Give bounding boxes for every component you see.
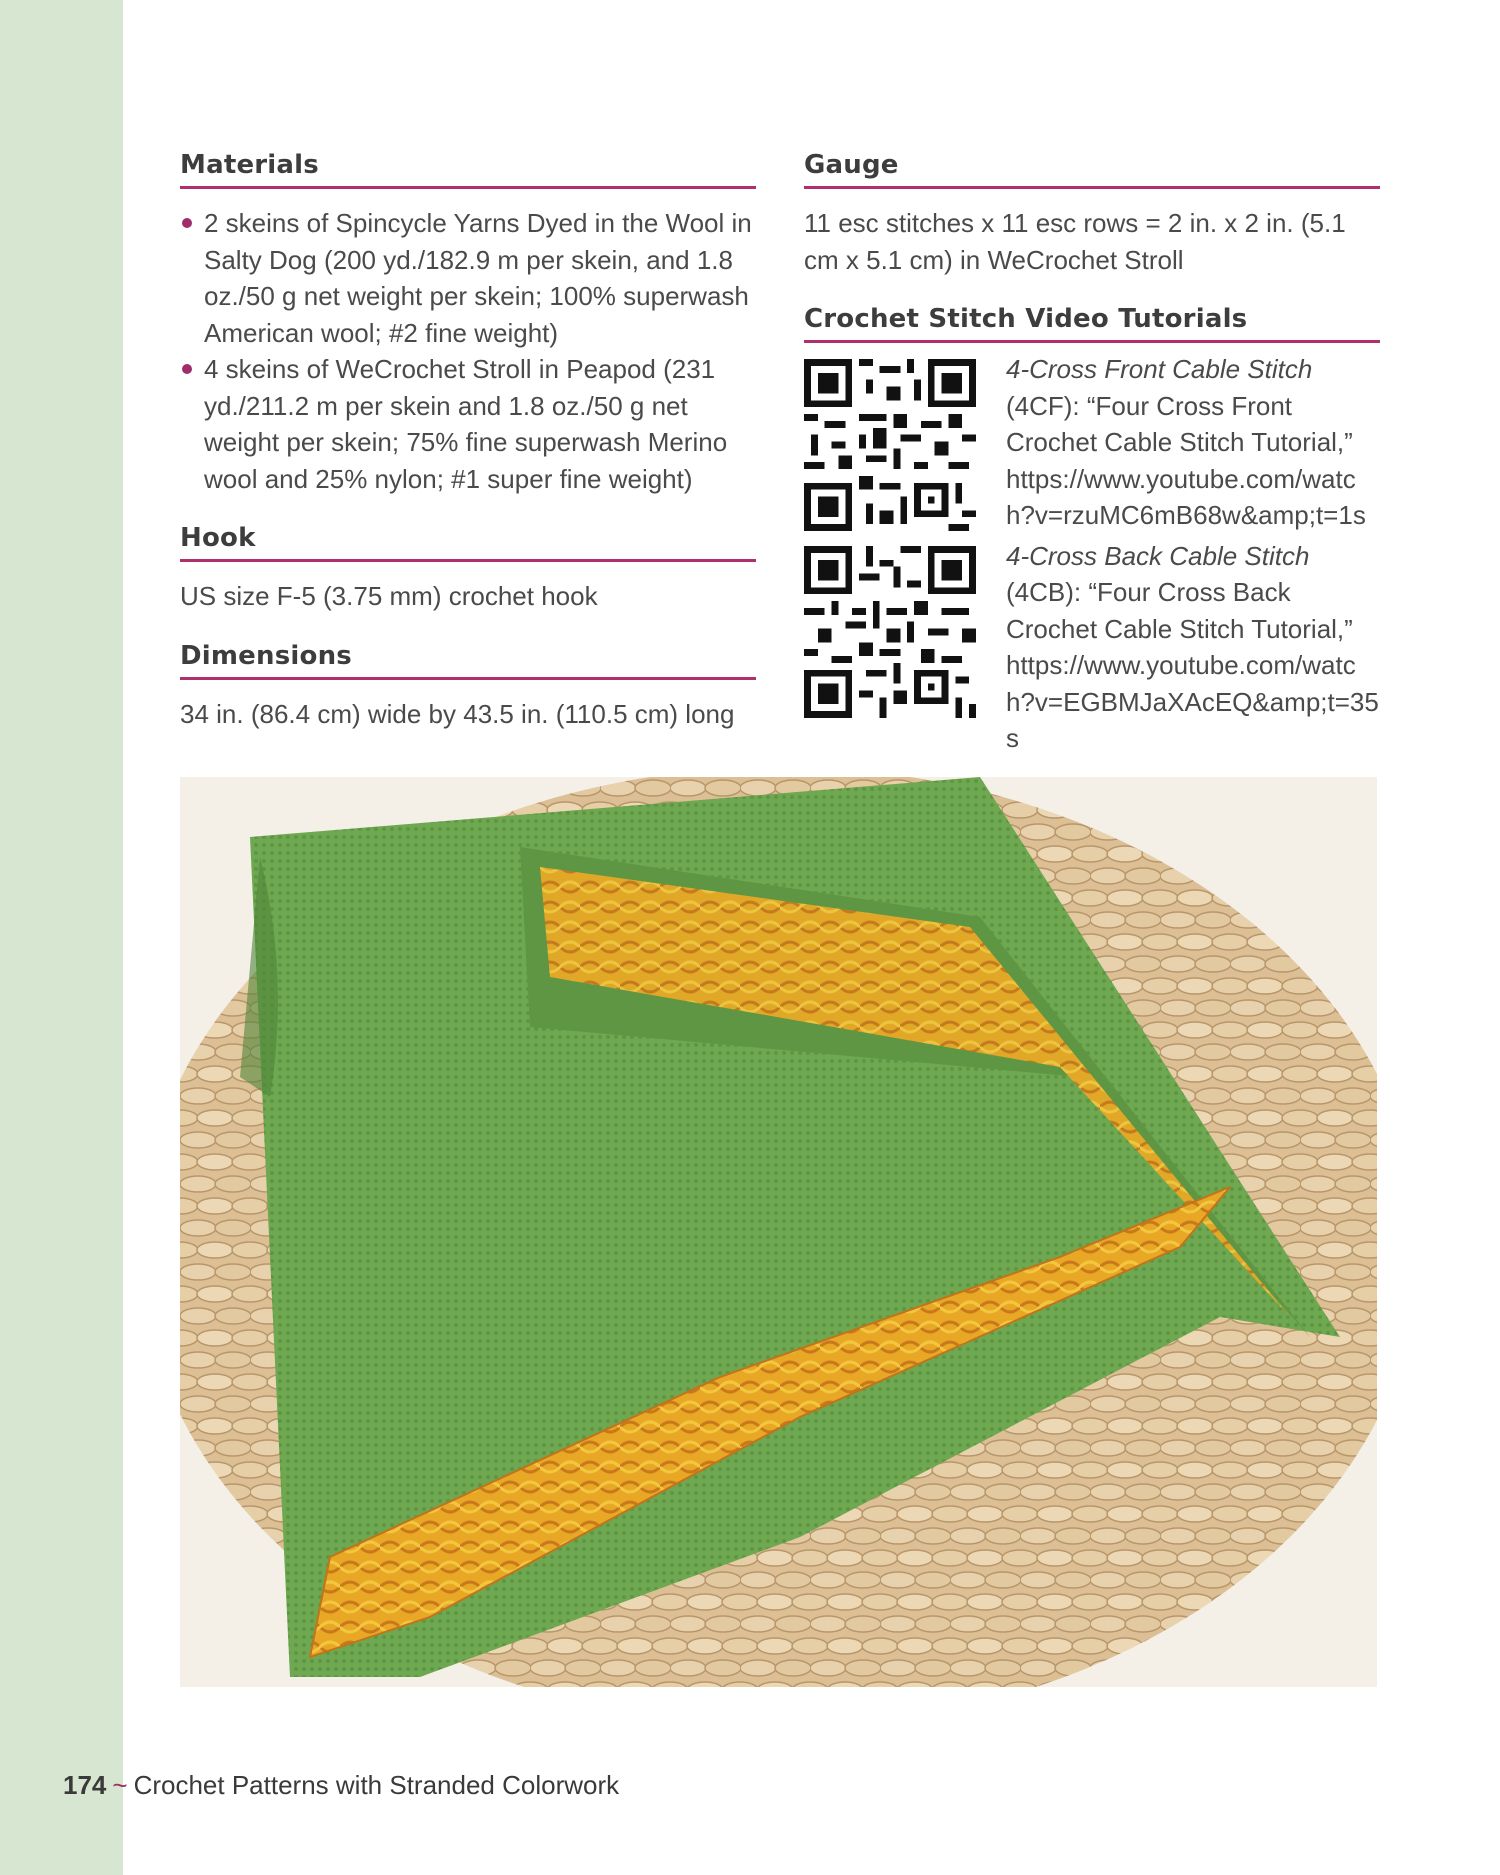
hook-section — [180, 523, 756, 615]
tutorial-title: 4-Cross Front Cable Stitch — [1006, 354, 1313, 384]
dimensions-heading: Dimensions — [180, 641, 756, 680]
materials-item-2: 4 skeins of WeCrochet Stroll in Peapod (231 yd./211.2 m per skein and 1.8 oz./50 g net weight per skein; 75% fine superwash Merino wool and 25% nylon; #1 super fine weight) — [204, 354, 728, 494]
materials-section — [180, 150, 756, 497]
tutorial-title: 4-Cross Back Cable Stitch — [1006, 540, 1310, 571]
left-column — [180, 150, 756, 758]
materials-heading: Materials — [180, 150, 756, 189]
dimensions-text: 34 in. (86.4 cm) wide by 43.5 in. (110.5 cm) long — [180, 698, 735, 729]
footer-separator: ~ — [112, 1770, 128, 1800]
tutorials-heading: Crochet Stitch Video Tutorials — [804, 304, 1380, 343]
materials-item-1: 2 skeins of Spincycle Yarns Dyed in the Wool in Salty Dog (200 yd./182.9 m per skein, and 1.8 oz./50 g net weight per skein; 100% superwash American wool; #2 fine weight) — [204, 208, 752, 348]
tutorial-desc: (4CF): “Four Cross Front Crochet Cable Stitch Tutorial,” — [1006, 390, 1353, 457]
gauge-section — [804, 150, 1380, 278]
page-number: 174 — [63, 1770, 107, 1800]
materials-list — [180, 205, 756, 497]
gauge-heading: Gauge — [804, 150, 1380, 189]
hook-text: US size F-5 (3.75 mm) crochet hook — [180, 581, 598, 611]
book-title: Crochet Patterns with Stranded Colorwork — [133, 1770, 620, 1800]
tutorial-text-front-cable — [1006, 351, 1380, 534]
shawl-photo — [180, 777, 1377, 1687]
tutorial-url[interactable]: https://www.youtube.com/watch?v=EGBMJaXAcEQ&amp;t=35s — [1006, 650, 1379, 753]
tutorial-item-back-cable — [804, 540, 1380, 757]
tutorial-desc: (4CB): “Four Cross Back Crochet Cable Stitch Tutorial,” — [1006, 577, 1353, 644]
right-column — [804, 150, 1380, 769]
dimensions-section — [180, 641, 756, 733]
hook-heading: Hook — [180, 523, 756, 562]
side-color-strip — [0, 0, 123, 1875]
shawl-photo-illustration — [180, 777, 1377, 1687]
bullet-icon — [182, 218, 192, 228]
tutorial-url[interactable]: https://www.youtube.com/watch?v=rzuMC6mB68w&amp;t=1s — [1006, 463, 1366, 530]
qr-code-front-cable[interactable] — [804, 359, 976, 531]
bullet-icon — [182, 364, 192, 374]
list-item — [180, 351, 756, 497]
gauge-text: 11 esc stitches x 11 esc rows = 2 in. x 2 in. (5.1 cm x 5.1 cm) in WeCrochet Stroll — [804, 208, 1346, 275]
page-footer — [63, 1770, 619, 1801]
tutorial-text-back-cable — [1006, 538, 1380, 757]
qr-code-back-cable[interactable] — [804, 546, 976, 718]
tutorial-item-front-cable — [804, 354, 1380, 534]
tutorials-section — [804, 304, 1380, 757]
list-item — [180, 205, 756, 351]
